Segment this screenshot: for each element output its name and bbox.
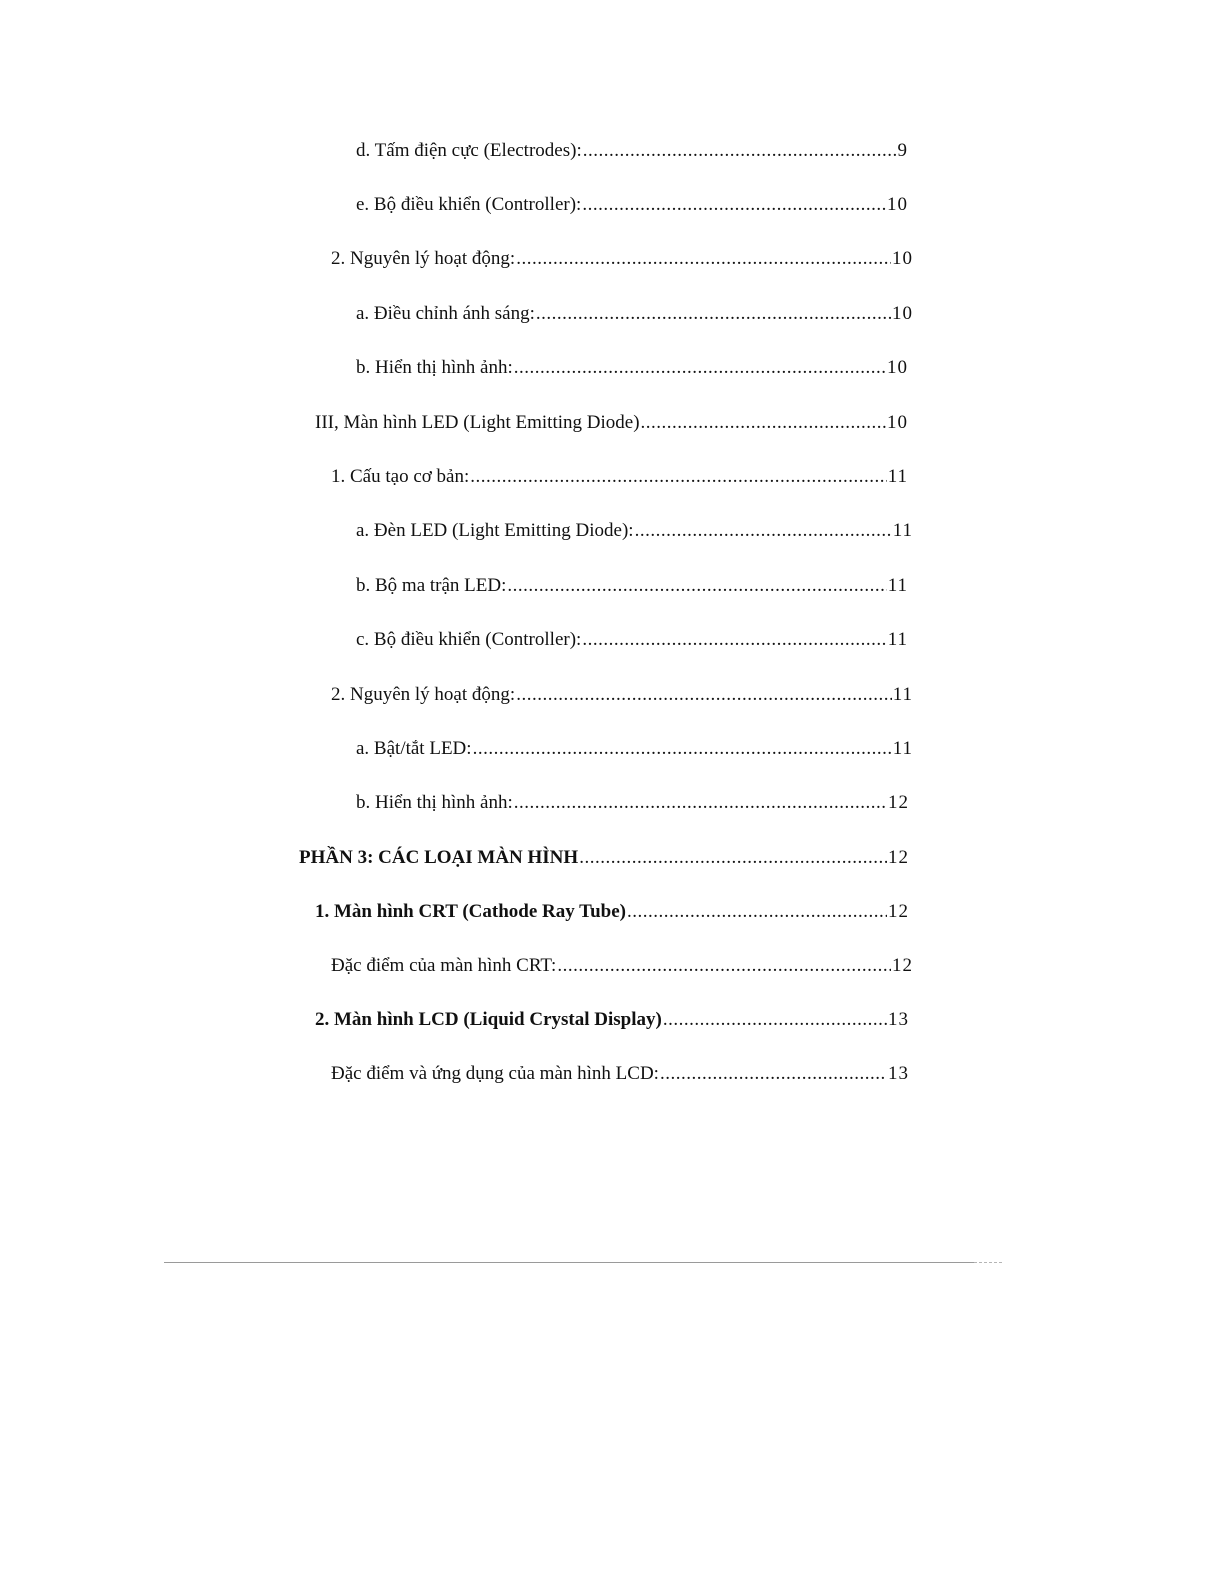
toc-entry[interactable] xyxy=(356,790,909,816)
toc-page-number: 13 xyxy=(888,1009,909,1030)
toc-dot-leader xyxy=(507,573,886,599)
toc-page-number: 12 xyxy=(888,901,909,922)
toc-page-number: 11 xyxy=(892,738,913,759)
toc-page-number: 11 xyxy=(887,466,908,487)
page-footer-divider-tail xyxy=(974,1262,1002,1263)
toc-page-number: 11 xyxy=(887,575,908,596)
toc-dot-leader xyxy=(635,518,892,544)
toc-page-number: 10 xyxy=(892,303,913,324)
toc-dot-leader xyxy=(583,138,897,164)
toc-entry-heading[interactable] xyxy=(315,899,909,925)
toc-entry[interactable] xyxy=(331,953,913,979)
toc-entry[interactable] xyxy=(331,682,913,708)
toc-entry-label: a. Bật/tắt LED: xyxy=(356,738,472,759)
toc-dot-leader xyxy=(473,736,892,762)
toc-entry-label: c. Bộ điều khiển (Controller): xyxy=(356,629,582,650)
toc-page-number: 11 xyxy=(892,520,913,541)
toc-entry-label: b. Hiển thị hình ảnh: xyxy=(356,792,513,813)
toc-dot-leader xyxy=(516,682,892,708)
toc-page-number: 10 xyxy=(892,248,913,269)
toc-page-number: 9 xyxy=(897,140,908,161)
toc-dot-leader xyxy=(579,845,887,871)
toc-entry[interactable] xyxy=(331,464,908,490)
toc-dot-leader xyxy=(470,464,886,490)
toc-entry-label: 1. Màn hình CRT (Cathode Ray Tube) xyxy=(315,901,626,922)
toc-dot-leader xyxy=(516,246,891,272)
toc-page-number: 12 xyxy=(888,792,909,813)
toc-page-number: 10 xyxy=(887,412,908,433)
toc-page-number: 10 xyxy=(887,194,908,215)
toc-entry-label: 2. Nguyên lý hoạt động: xyxy=(331,248,516,269)
page-footer-divider xyxy=(164,1262,974,1263)
toc-entry-label: 2. Nguyên lý hoạt động: xyxy=(331,684,516,705)
toc-dot-leader xyxy=(660,1061,887,1087)
toc-dot-leader xyxy=(627,899,887,925)
toc-dot-leader xyxy=(582,192,886,218)
toc-entry[interactable] xyxy=(356,301,913,327)
toc-entry-heading[interactable] xyxy=(315,1007,909,1033)
toc-entry-label: PHẦN 3: CÁC LOẠI MÀN HÌNH xyxy=(299,847,579,868)
toc-dot-leader xyxy=(663,1007,887,1033)
toc-entry[interactable] xyxy=(331,246,913,272)
toc-entry[interactable] xyxy=(315,410,908,436)
toc-entry-label: b. Hiển thị hình ảnh: xyxy=(356,357,513,378)
toc-entry[interactable] xyxy=(356,627,908,653)
toc-entry-label: Đặc điểm của màn hình CRT: xyxy=(331,955,557,976)
toc-page-number: 10 xyxy=(887,357,908,378)
toc-entry-label: 1. Cấu tạo cơ bản: xyxy=(331,466,470,487)
toc-page-number: 11 xyxy=(892,684,913,705)
toc-dot-leader xyxy=(641,410,886,436)
toc-entry[interactable] xyxy=(356,138,908,164)
toc-dot-leader xyxy=(514,355,886,381)
toc-page-number: 12 xyxy=(892,955,913,976)
toc-dot-leader xyxy=(536,301,891,327)
toc-page-number: 13 xyxy=(888,1063,909,1084)
toc-entry-label: 2. Màn hình LCD (Liquid Crystal Display) xyxy=(315,1009,662,1030)
toc-entry[interactable] xyxy=(356,192,908,218)
toc-entry[interactable] xyxy=(356,355,908,381)
toc-entry[interactable] xyxy=(356,573,908,599)
toc-entry-label: III, Màn hình LED (Light Emitting Diode) xyxy=(315,412,640,433)
toc-dot-leader xyxy=(557,953,891,979)
toc-entry-label: Đặc điểm và ứng dụng của màn hình LCD: xyxy=(331,1063,659,1084)
toc-page-number: 11 xyxy=(887,629,908,650)
toc-entry-label: e. Bộ điều khiển (Controller): xyxy=(356,194,582,215)
toc-entry[interactable] xyxy=(356,736,913,762)
toc-entry[interactable] xyxy=(356,518,913,544)
toc-entry-label: d. Tấm điện cực (Electrodes): xyxy=(356,140,582,161)
toc-entry[interactable] xyxy=(331,1061,909,1087)
toc-page-number: 12 xyxy=(888,847,909,868)
toc-entry-heading[interactable] xyxy=(299,845,909,871)
toc-entry-label: a. Điều chỉnh ánh sáng: xyxy=(356,303,535,324)
toc-dot-leader xyxy=(514,790,887,816)
toc-entry-label: b. Bộ ma trận LED: xyxy=(356,575,507,596)
toc-entry-label: a. Đèn LED (Light Emitting Diode): xyxy=(356,520,634,541)
toc-dot-leader xyxy=(582,627,886,653)
